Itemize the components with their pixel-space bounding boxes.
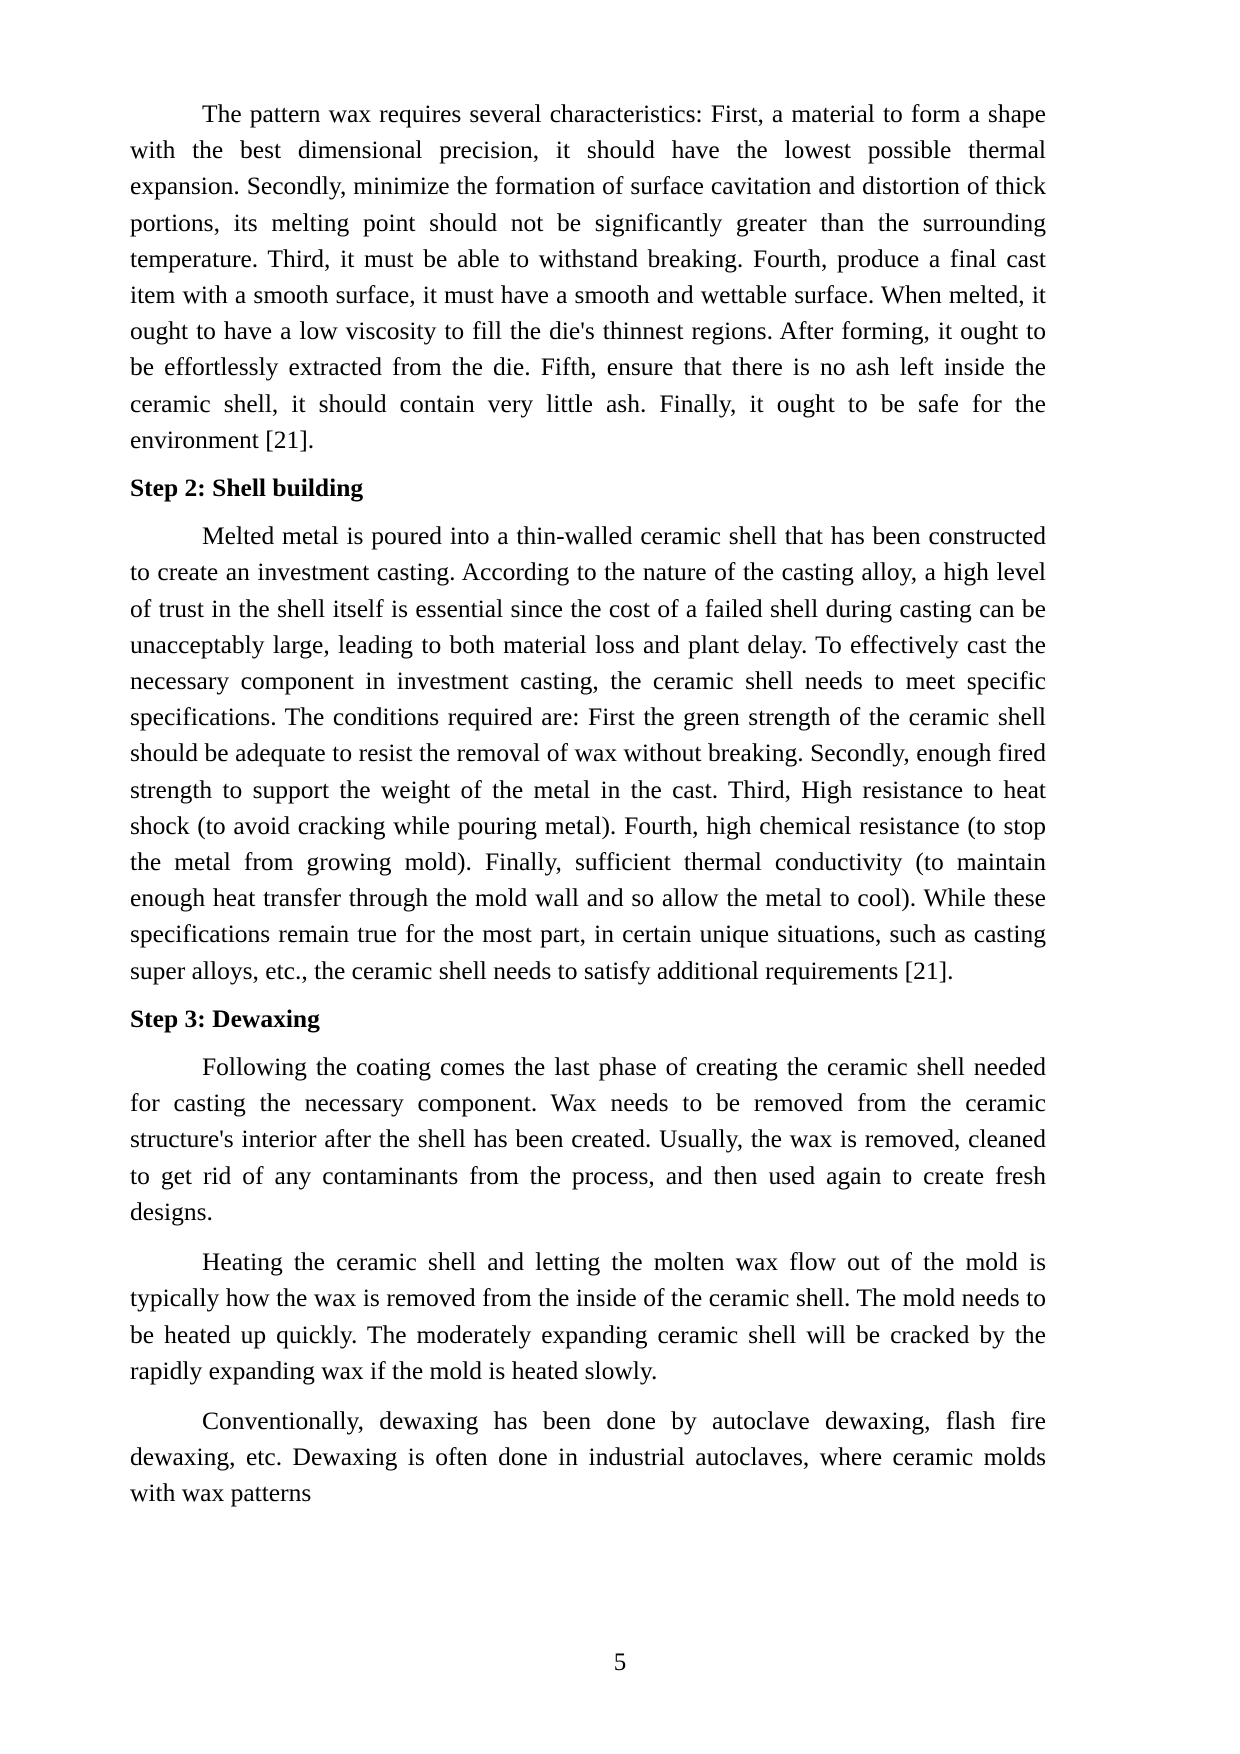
spacer-after-heating-paragraph <box>130 1389 1046 1403</box>
paragraph-pattern-wax-characteristics: The pattern wax requires several characteristics: First, a material to form a shape with the best dimensional precision, it should have the lowest possible thermal expansion. Secondly, minimize the formation of surface cavitation and distortion of thick portions, its melting point should not be significantly greater than the surrounding temperature. Third, it must be able to withstand breaking. Fourth, produce a final cast item with a smooth surface, it must have a smooth and wettable surface. When melted, it ought to have a low viscosity to fill the die's thinnest regions. After forming, it ought to be effortlessly extracted from the die. Fifth, ensure that there is no ash left inside the ceramic shell, it should contain very little ash. Finally, it ought to be safe for the environment [21]. <box>130 99 1046 454</box>
paragraph-dewaxing-intro: Following the coating comes the last phase of creating the ceramic shell needed for casting the necessary component. Wax needs to be removed from the ceramic structure's interior after the shell has been created. Usually, the wax is removed, cleaned to get rid of any contaminants from the process, and then used again to create fresh designs. <box>130 1052 1046 1226</box>
spacer-after-dewaxing-intro <box>130 1230 1046 1244</box>
heading-step-3: Step 3: Dewaxing <box>130 1003 320 1033</box>
page-body-content <box>130 96 1046 1512</box>
spacer-before-step-2 <box>130 458 1046 470</box>
heading-step-2: Step 2: Shell building <box>130 473 364 503</box>
spacer-before-step-3 <box>130 989 1046 1001</box>
page-number: 5 <box>613 1649 627 1676</box>
paragraph-conventional-dewaxing: Conventionally, dewaxing has been done by autoclave dewaxing, flash fire dewaxing, etc. Dewaxing is often done in industrial autoclaves, where ceramic molds with wax patterns <box>130 1405 1046 1508</box>
spacer-after-step-3 <box>130 1037 1046 1049</box>
spacer-after-step-2 <box>130 506 1046 518</box>
paragraph-heating-ceramic-shell: Heating the ceramic shell and letting the molten wax flow out of the mold is typically how the wax is removed from the inside of the ceramic shell. The mold needs to be heated up quickly. The moderately expanding ceramic shell will be cracked by the rapidly expanding wax if the mold is heated slowly. <box>130 1247 1046 1385</box>
paragraph-shell-building: Melted metal is poured into a thin-walled ceramic shell that has been constructed to create an investment casting. According to the nature of the casting alloy, a high level of trust in the shell itself is essential since the cost of a failed shell during casting can be unacceptably large, leading to both material loss and plant delay. To effectively cast the necessary component in investment casting, the ceramic shell needs to meet specific specifications. The conditions required are: First the green strength of the ceramic shell should be adequate to resist the removal of wax without breaking. Secondly, enough fired strength to support the weight of the metal in the cast. Third, High resistance to heat shock (to avoid cracking while pouring metal). Fourth, high chemical resistance (to stop the metal from growing mold). Finally, sufficient thermal conductivity (to maintain enough heat transfer through the mold wall and so allow the metal to cool). While these specifications remain true for the most part, in certain unique situations, such as casting super alloys, etc., the ceramic shell needs to satisfy additional requirements [21]. <box>130 521 1046 985</box>
